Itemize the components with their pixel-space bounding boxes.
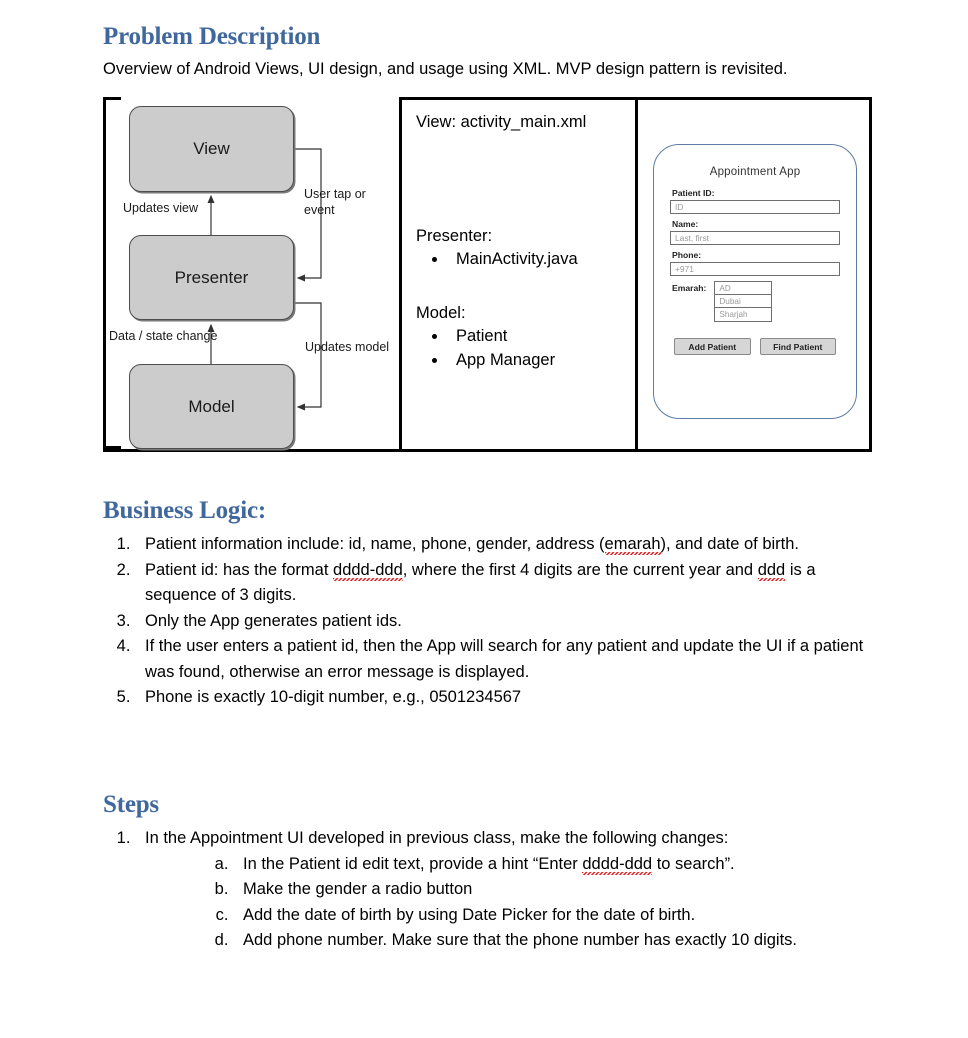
steps-sub-list	[103, 852, 883, 954]
mapping-presenter-list	[412, 248, 635, 272]
phone-label: Phone:	[672, 250, 702, 260]
list-item: a. In the Patient id edit text, provide a hint “Enter dddd-ddd to search”.	[233, 852, 883, 878]
mvp-diagram	[106, 97, 402, 452]
mvp-box-presenter	[129, 235, 294, 320]
app-mockup-frame	[653, 144, 857, 419]
mvp-box-view	[129, 106, 294, 192]
app-mockup-cell	[638, 97, 872, 449]
page-title: Problem Description	[103, 23, 321, 50]
steps-heading: Steps	[103, 791, 159, 818]
spellcheck-emarah: emarah	[604, 535, 661, 553]
list-item: 4. If the user enters a patient id, then the App will search for any patient and update the UI if a patient was found, otherwise an error message is displayed.	[135, 634, 883, 685]
mapping-model-list	[412, 325, 635, 373]
mvp-mapping-cell	[399, 97, 638, 449]
spellcheck-ddd: ddd	[757, 560, 786, 579]
patient-id-label: Patient ID:	[672, 188, 715, 198]
list-item: • App Manager	[448, 349, 635, 373]
list-item: 1. Patient information include: id, name, phone, gender, address (emarah), and date of birth.	[135, 532, 883, 558]
spacer-large	[412, 132, 635, 227]
mvp-diagram-cell	[103, 97, 399, 449]
mvp-overview-table	[103, 97, 872, 452]
name-label: Name:	[672, 219, 699, 229]
steps-section	[103, 792, 883, 954]
mapping-view-title: View: activity_main.xml	[416, 113, 587, 131]
list-item: c. Add the date of birth by using Date Picker for the date of birth.	[233, 903, 883, 929]
patient-id-input[interactable]: ID	[670, 200, 840, 214]
spellcheck-dddd-ddd: dddd-ddd	[333, 560, 403, 579]
app-mockup-button-row	[670, 338, 840, 355]
list-item: • MainActivity.java	[448, 248, 635, 272]
mvp-box-view-label: View	[193, 139, 230, 158]
list-item: 1. In the Appointment UI developed in previous class, make the following changes:	[135, 826, 883, 852]
list-item: 5. Phone is exactly 10-digit number, e.g., 0501234567	[135, 685, 883, 711]
mvp-box-model-label: Model	[188, 396, 235, 416]
list-item: 3. Only the App generates patient ids.	[135, 609, 883, 635]
arrow-label-updates-model: Updates model	[305, 340, 390, 354]
app-mockup-form	[654, 178, 856, 355]
phone-input[interactable]: +971	[670, 262, 840, 276]
business-logic-list	[103, 532, 883, 711]
arrow-label-user-tap-or-event	[304, 187, 380, 218]
emarah-label: Emarah:	[672, 283, 707, 293]
app-mockup-title: Appointment App	[709, 166, 801, 178]
spellcheck-dddd-ddd-step: dddd-ddd	[582, 854, 653, 873]
name-input[interactable]: Last, first	[670, 231, 840, 245]
mapping-presenter-title: Presenter:	[416, 227, 493, 245]
list-item: 2. Patient id: has the format dddd-ddd, where the first 4 digits are the current year and ddd is a sequence of 3 digits.	[135, 558, 883, 609]
emarah-row	[670, 281, 840, 322]
list-item: • Patient	[448, 325, 635, 349]
list-item: d. Add phone number. Make sure that the phone number has exactly 10 digits.	[233, 928, 883, 954]
arrow-label-user-tap-line2: event	[304, 202, 335, 217]
mvp-box-presenter-label: Presenter	[174, 267, 249, 287]
arrow-label-user-tap-line1: User tap or	[304, 187, 366, 201]
add-patient-button[interactable]: Add Patient	[674, 338, 751, 355]
emarah-option-ad[interactable]: AD	[715, 282, 771, 295]
business-logic-section	[103, 498, 883, 711]
business-logic-heading: Business Logic:	[103, 497, 267, 524]
mvp-box-model	[129, 364, 294, 449]
emarah-select[interactable]	[714, 281, 772, 322]
steps-list	[103, 826, 883, 852]
arrow-label-updates-view: Updates view	[123, 201, 199, 215]
list-item: b. Make the gender a radio button	[233, 877, 883, 903]
emarah-option-dubai[interactable]: Dubai	[715, 295, 771, 308]
find-patient-button[interactable]: Find Patient	[760, 338, 837, 355]
mapping-model-title: Model:	[416, 303, 466, 322]
emarah-option-sharjah[interactable]: Sharjah	[719, 310, 748, 319]
arrow-label-data-state-change: Data / state change	[109, 329, 218, 343]
problem-description-section	[103, 24, 788, 80]
problem-intro-text: Overview of Android Views, UI design, and usage using XML. MVP design pattern is revisited.	[103, 60, 788, 78]
spacer-medium	[412, 272, 635, 304]
